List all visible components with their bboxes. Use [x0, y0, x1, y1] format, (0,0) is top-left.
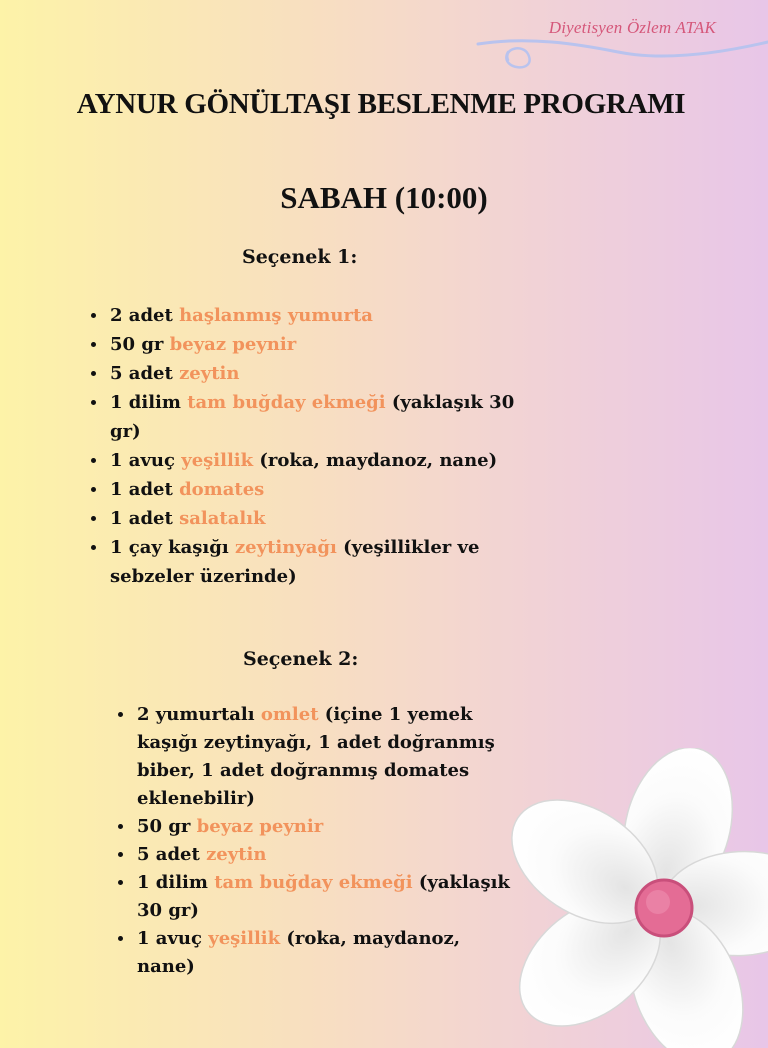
item-note: (içine 1 yemek kaşığı zeytinyağı, 1 adet doğranmış biber, 1 adet doğranmış domates eklenebilir) [137, 704, 495, 809]
dietitian-signature: Diyetisyen Özlem ATAK [548, 18, 716, 37]
option-2-title: Seçenek 2: [243, 648, 359, 670]
food-name: yeşillik [181, 450, 254, 471]
list-item [108, 359, 548, 388]
item-quantity: 1 adet [110, 479, 180, 500]
item-quantity: 2 adet [110, 305, 180, 326]
list-item [108, 446, 548, 475]
option-1-list [86, 301, 548, 591]
food-name: tam buğday ekmeği [187, 392, 386, 413]
food-name: zeytin [179, 363, 240, 384]
page-title: AYNUR GÖNÜLTAŞI BESLENME PROGRAMI [76, 88, 686, 120]
list-item [135, 925, 520, 981]
food-name: omlet [260, 704, 319, 725]
food-name: domates [179, 479, 265, 500]
decorative-swoosh [468, 30, 768, 80]
list-item [135, 813, 520, 841]
list-item [135, 869, 520, 925]
food-name: haşlanmış yumurta [179, 305, 373, 326]
list-item [108, 504, 548, 533]
item-quantity: 1 avuç [137, 928, 209, 949]
food-name: zeytin [206, 844, 267, 865]
list-item [108, 533, 548, 591]
food-name: tam buğday ekmeği [214, 872, 413, 893]
food-name: beyaz peynir [196, 816, 324, 837]
list-item [108, 301, 548, 330]
list-item [108, 475, 548, 504]
item-note: (yaklaşık 30 gr) [110, 392, 515, 442]
option-2-list [113, 701, 520, 981]
list-item [135, 701, 520, 813]
list-item [135, 841, 520, 869]
item-quantity: 1 dilim [110, 392, 188, 413]
item-note: (roka, maydanoz, nane) [137, 928, 461, 977]
meal-heading: SABAH (10:00) [280, 180, 488, 215]
item-quantity: 1 çay kaşığı [110, 537, 235, 558]
list-item [108, 388, 548, 446]
item-quantity: 5 adet [110, 363, 180, 384]
item-quantity: 2 yumurtalı [137, 704, 261, 725]
item-quantity: 1 adet [110, 508, 180, 529]
item-quantity: 1 avuç [110, 450, 182, 471]
food-name: beyaz peynir [169, 334, 297, 355]
item-note: (roka, maydanoz, nane) [253, 450, 498, 471]
item-note: (yaklaşık 30 gr) [137, 872, 510, 921]
list-item [108, 330, 548, 359]
item-note: (yeşillikler ve sebzeler üzerinde) [110, 537, 480, 587]
item-quantity: 50 gr [110, 334, 170, 355]
item-quantity: 50 gr [137, 816, 197, 837]
food-name: zeytinyağı [234, 537, 337, 558]
food-name: yeşillik [208, 928, 281, 949]
food-name: salatalık [179, 508, 266, 529]
item-quantity: 1 dilim [137, 872, 215, 893]
flower-illustration [508, 748, 768, 1048]
option-1-title: Seçenek 1: [242, 246, 358, 268]
item-quantity: 5 adet [137, 844, 207, 865]
